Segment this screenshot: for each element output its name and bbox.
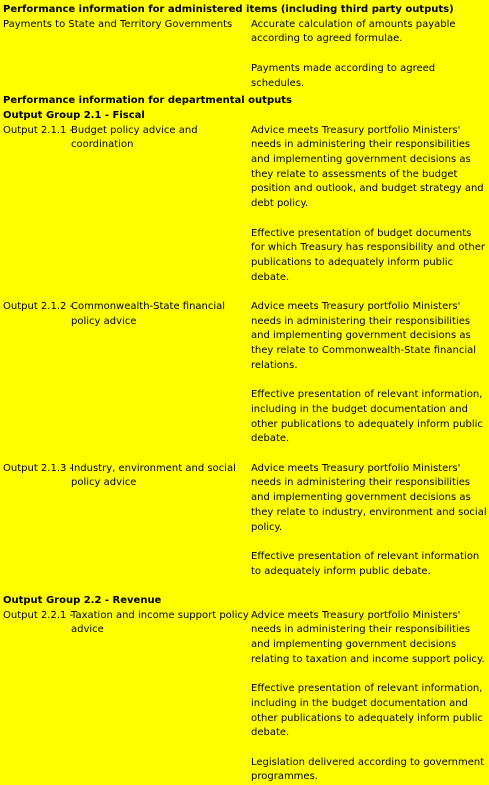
output-group-heading: Output Group 2.1 - Fiscal: [3, 109, 145, 121]
criterion-text: Effective presentation of relevant information to adequately inform public debate.: [251, 550, 480, 577]
output-code: Output 2.1.1 -: [3, 124, 74, 136]
administered-item-row: [3, 18, 489, 92]
criterion-text: Advice meets Treasury portfolio Ministers' needs in administering their responsibilities and implementing government decisions as they relate to Commonwealth-State financial relations.: [251, 301, 477, 371]
output-row: [3, 609, 489, 785]
output-label: [3, 609, 251, 785]
criterion-text: Advice meets Treasury portfolio Ministers' needs in administering their responsibilities and implementing government decisions relating to taxation and income support policy.: [251, 609, 485, 665]
output-label: [3, 462, 251, 594]
criterion-text: Accurate calculation of amounts payable according to agreed formulae.: [251, 18, 456, 45]
output-group-heading: Output Group 2.2 - Revenue: [3, 595, 162, 607]
output-row: [3, 124, 489, 300]
output-row: [3, 462, 489, 594]
departmental-outputs-heading: Performance information for departmental outputs: [3, 95, 292, 107]
administered-item-name: Payments to State and Territory Governments: [3, 18, 233, 30]
output-name: Commonwealth-State financial policy advice: [71, 301, 226, 327]
output-label: [3, 124, 251, 300]
criterion-text: Payments made according to agreed schedules.: [251, 62, 436, 89]
administered-criteria: [251, 18, 487, 92]
criterion-text: Advice meets Treasury portfolio Ministers' needs in administering their responsibilities and implementing government decisions as they relate to industry, environment and social policy.: [251, 462, 487, 533]
output-label: [3, 300, 251, 462]
output-name: Industry, environment and social policy advice: [71, 462, 236, 489]
output-name: Taxation and income support policy advice: [71, 609, 249, 636]
criterion-text: Effective presentation of relevant information, including in the budget documentation and other publications to adequately inform public debate.: [251, 683, 483, 739]
criterion-text: Effective presentation of budget documents for which Treasury has responsibility and other publications to adequately inform public debate.: [251, 227, 486, 283]
output-name: Budget policy advice and coordination: [71, 124, 198, 151]
criterion-text: Effective presentation of relevant information, including in the budget documentation and other publications to adequately inform public debate.: [251, 389, 483, 445]
output-code: Output 2.1.3 -: [3, 462, 74, 474]
output-code: Output 2.2.1 -: [3, 609, 74, 621]
output-row: [3, 300, 489, 462]
administered-items-heading: Performance information for administered items (including third party outputs): [3, 4, 454, 15]
output-criteria: [251, 609, 487, 785]
output-criteria: [251, 124, 487, 300]
output-criteria: [251, 300, 487, 462]
output-code: Output 2.1.2 -: [3, 301, 74, 313]
criterion-text: Legislation delivered according to government programmes.: [251, 756, 485, 783]
criterion-text: Advice meets Treasury portfolio Ministers' needs in administering their responsibilities and implementing government decisions as they relate to assessments of the budget position and outlook, and budget strategy and debt policy.: [251, 124, 484, 210]
output-criteria: [251, 462, 487, 594]
